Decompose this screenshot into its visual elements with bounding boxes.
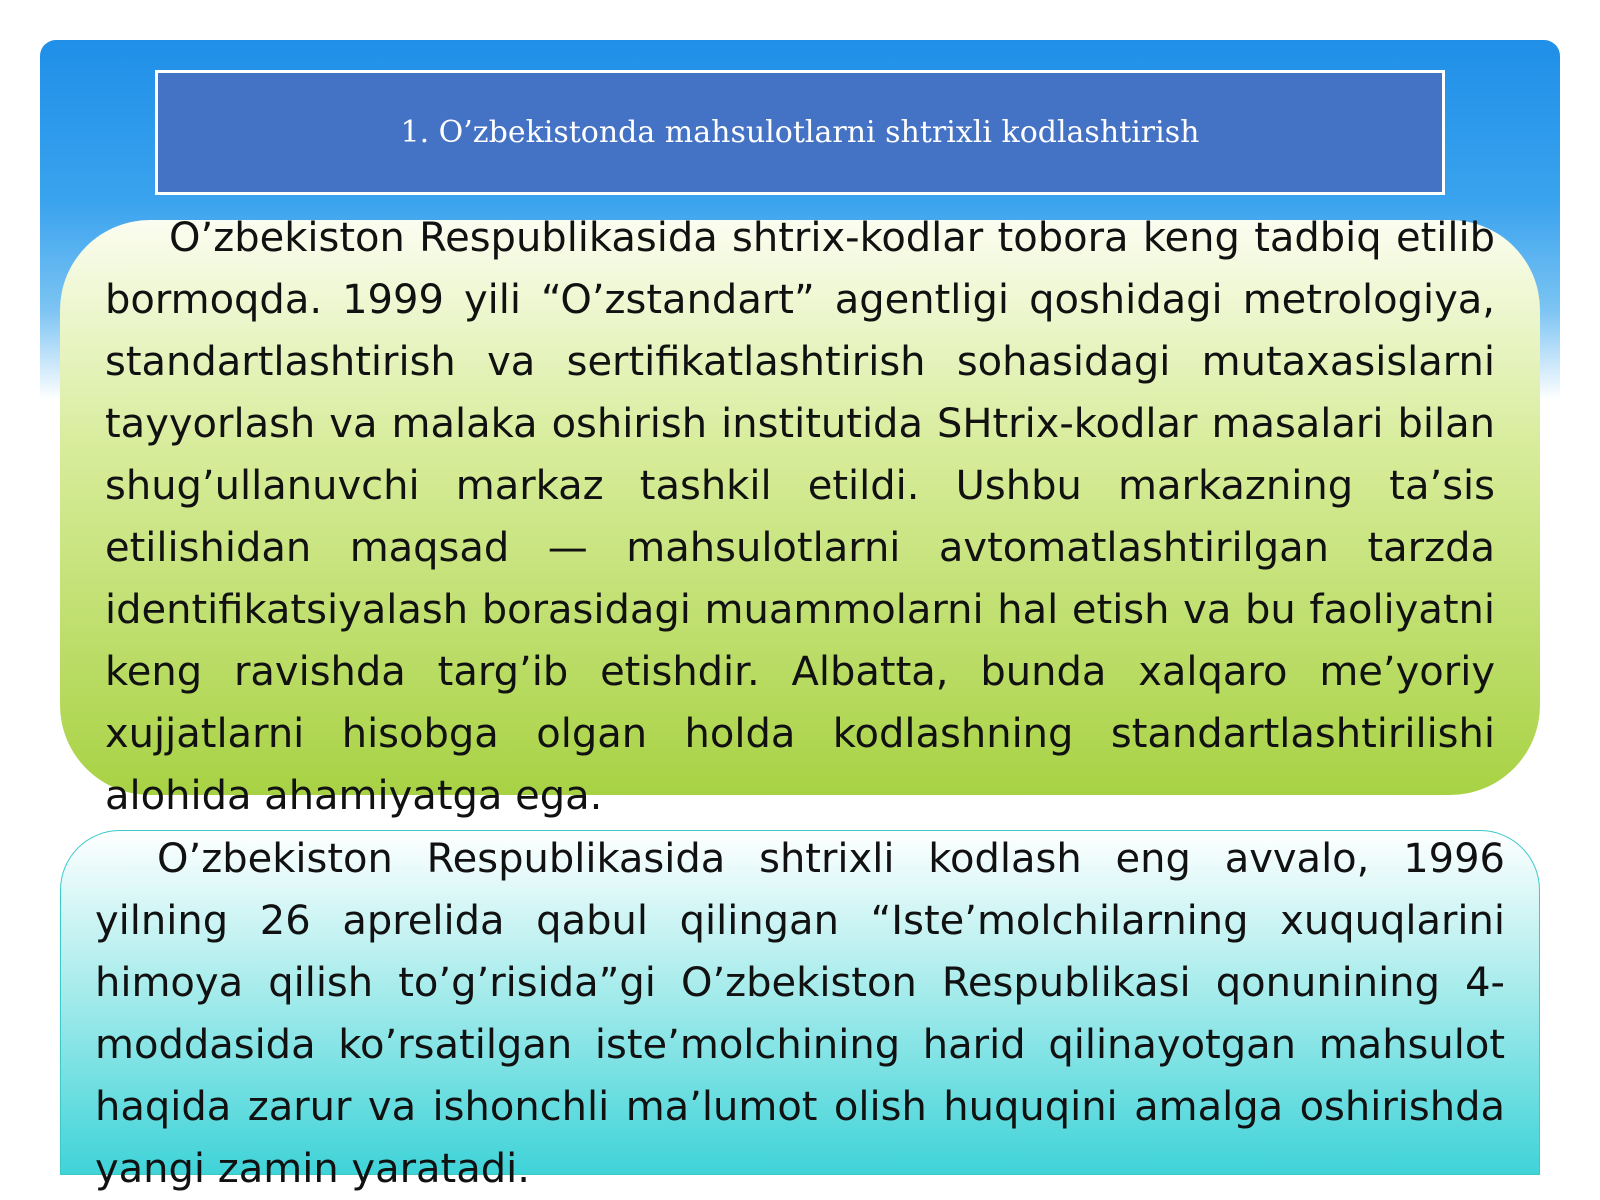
paragraph-2: O’zbekiston Respublikasida shtrixli kodlash eng avvalo, 1996 yilning 26 aprelida qabul qilingan “Iste’molchilarning xuquqlarini himoya qilish to’g’risida”gi O’zbekiston Respublikasi qonunining 4-moddasida ko’rsatilgan iste’molchining harid qilinayotgan mahsulot haqida zarur va ishonchli ma’lumot olish huquqini amalga oshirishda yangi zamin yaratadi. (95, 836, 1505, 1192)
paragraph-1: O’zbekiston Respublikasida shtrix-kodlar tobora keng tadbiq etilib bormoqda. 1999 yili “O’zstandart” agentligi qoshidagi metrologiya, standartlashtirish va sertifikatlashtirish sohasidagi mutaxasislarni tayyorlash va malaka oshirish institutida SHtrix-kodlar masalari bilan shug’ullanuvchi markaz tashkil etildi. Ushbu markazning ta’sis etilishidan maqsad — mahsulotlarni avtomatlashtirilgan tarzda identifikatsiyalash borasidagi muammolarni hal etish va bu faoliyatni keng ravishda targ’ib etishdir. Albatta, bunda xalqaro me’yoriy xujjatlarni hisobga olgan holda kodlashning standartlashtirilishi alohida ahamiyatga ega. (105, 215, 1495, 819)
title-box (155, 70, 1445, 195)
slide-title: 1. O’zbekistonda mahsulotlarni shtrixli kodlashtirish (400, 115, 1200, 150)
